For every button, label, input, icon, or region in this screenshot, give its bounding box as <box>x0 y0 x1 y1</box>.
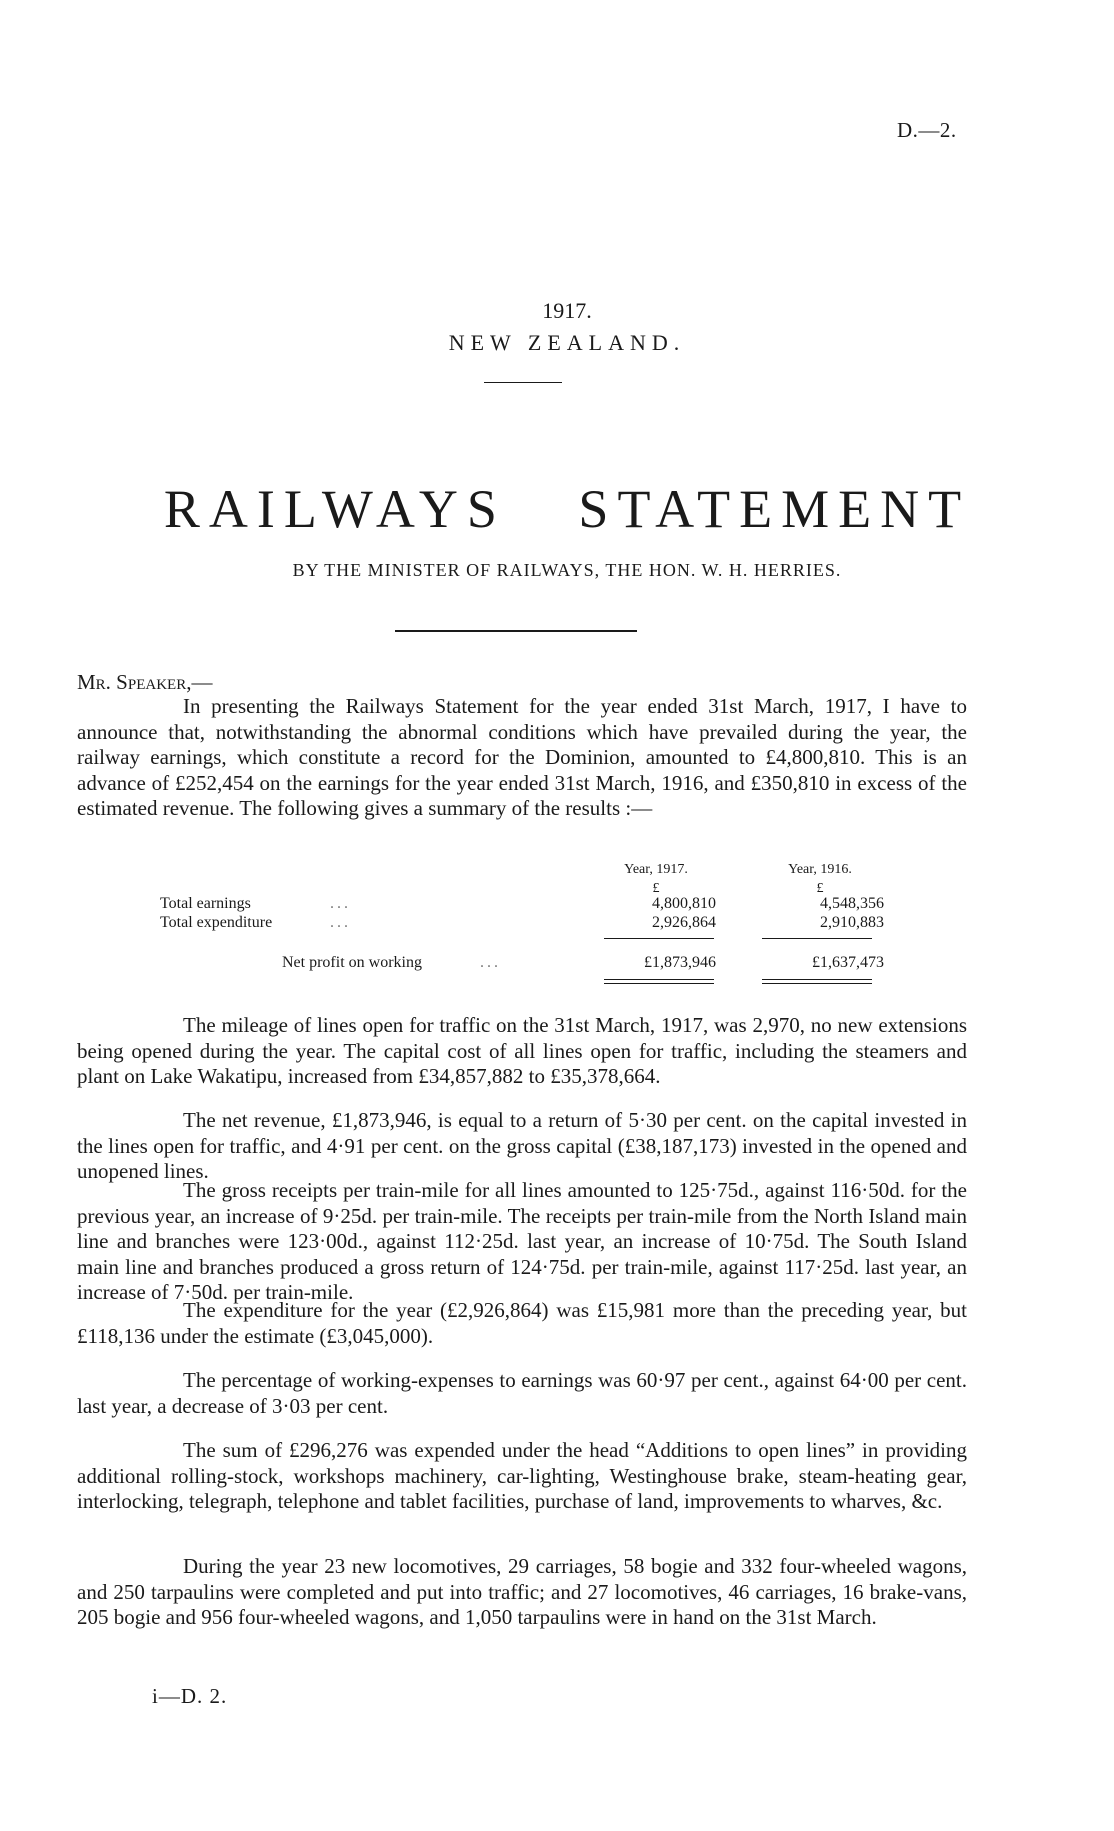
double-rule-1917-bottom <box>604 983 714 984</box>
row-label-net-profit: Net profit on working <box>282 954 422 971</box>
paragraph-additions: The sum of £296,276 was expended under the head “Additions to open lines” in providing additional rolling-stock, workshops machinery, car-lighting, Westinghouse brake, steam-heating gear, interlocking, telegraph, telephone and tablet facilities, purchase of land, improvements to wharves, &c. <box>77 1438 967 1514</box>
document-year: 1917. <box>542 298 592 323</box>
paragraph-expenditure: The expenditure for the year (£2,926,864) was £15,981 more than the preceding year, but £118,136 under the estimate (£3,045,000). <box>77 1298 967 1348</box>
currency-symbol-1917: £ <box>652 881 660 896</box>
column-header-1916: Year, 1916. <box>788 862 852 877</box>
paragraph-gross-receipts: The gross receipts per train-mile for all lines amounted to 125·75d., against 116·50d. for the previous year, an increase of 9·25d. per train-mile. The receipts per train-mile from the North Island main line and branches were 123·00d., against 112·25d. last year, an increase of 10·75d. The South Island main line and branches produced a gross return of 124·75d. per train-mile, against 117·25d. last year, an increase of 7·50d. per train-mile. <box>77 1178 967 1305</box>
paragraph-mileage: The mileage of lines open for traffic on the 31st March, 1917, was 2,970, no new extensions being opened during the year. The capital cost of all lines open for traffic, including the steamers and plant on Lake Wakatipu, increased from £34,857,882 to £35,378,664. <box>77 1013 967 1089</box>
paragraph-net-revenue: The net revenue, £1,873,946, is equal to a return of 5·30 per cent. on the capital invested in the lines open for traffic, and 4·91 per cent. on the gross capital (£38,187,173) invested in the opened and unopened lines. <box>77 1108 967 1184</box>
currency-symbol-1916: £ <box>816 881 824 896</box>
total-rule-1917 <box>604 938 714 939</box>
short-divider <box>484 382 562 383</box>
value-net-profit-1916: £1,637,473 <box>812 954 884 971</box>
row-label-expenditure: Total expenditure <box>160 914 273 931</box>
row-label-earnings: Total earnings <box>160 895 251 912</box>
page-signature: i—D. 2. <box>152 1684 228 1708</box>
value-earnings-1917: 4,800,810 <box>652 895 716 912</box>
double-rule-1916-bottom <box>762 983 872 984</box>
double-rule-1917-top <box>604 979 714 980</box>
salutation: Mr. Speaker,— <box>77 670 213 694</box>
column-header-1917: Year, 1917. <box>624 862 688 877</box>
double-rule-1916-top <box>762 979 872 980</box>
value-expenditure-1917: 2,926,864 <box>652 914 716 931</box>
summary-table <box>0 858 1114 1008</box>
value-expenditure-1916: 2,910,883 <box>820 914 884 931</box>
country-heading: NEW ZEALAND. <box>448 330 686 355</box>
leader-dots: ... <box>480 954 501 971</box>
paragraph-working-expenses: The percentage of working-expenses to earnings was 60·97 per cent., against 64·00 per cent. last year, a decrease of 3·03 per cent. <box>77 1368 967 1418</box>
page-reference: D.—2. <box>897 118 957 142</box>
title-divider <box>395 630 637 632</box>
document-title: RAILWAYS STATEMENT <box>163 479 971 539</box>
total-rule-1916 <box>762 938 872 939</box>
value-net-profit-1917: £1,873,946 <box>644 954 716 971</box>
leader-dots: ... <box>330 895 351 912</box>
paragraph-intro: In presenting the Railways Statement for the year ended 31st March, 1917, I have to announce that, notwithstanding the abnormal conditions which have prevailed during the year, the railway earnings, which constitute a record for the Dominion, amounted to £4,800,810. This is an advance of £252,454 on the earnings for the year ended 31st March, 1916, and £350,810 in excess of the estimated revenue. The following gives a summary of the results :— <box>77 694 967 821</box>
leader-dots: ... <box>330 914 351 931</box>
document-subtitle: BY THE MINISTER OF RAILWAYS, THE HON. W. H. HERRIES. <box>292 560 842 580</box>
paragraph-rolling-stock: During the year 23 new locomotives, 29 carriages, 58 bogie and 332 four-wheeled wagons, and 250 tarpaulins were completed and put into traffic; and 27 locomotives, 46 carriages, 16 brake-vans, 205 bogie and 956 four-wheeled wagons, and 1,050 tarpaulins were in hand on the 31st March. <box>77 1554 967 1630</box>
value-earnings-1916: 4,548,356 <box>820 895 884 912</box>
